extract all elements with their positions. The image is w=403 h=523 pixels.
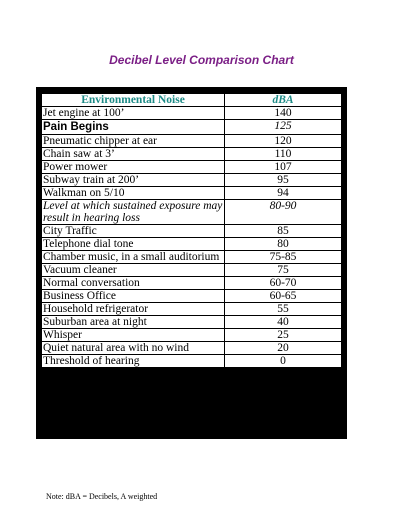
noise-source-cell: Quiet natural area with no wind xyxy=(42,342,225,355)
table-row xyxy=(42,329,342,342)
dba-value-cell: 75 xyxy=(225,264,342,277)
dba-value-cell: 20 xyxy=(225,342,342,355)
table-row xyxy=(42,161,342,174)
table-row xyxy=(42,174,342,187)
decibel-table xyxy=(41,93,342,368)
noise-source-cell: Subway train at 200’ xyxy=(42,174,225,187)
table-header-row xyxy=(42,94,342,107)
noise-source-cell: Vacuum cleaner xyxy=(42,264,225,277)
dba-value-cell: 60-65 xyxy=(225,290,342,303)
noise-source-cell: Jet engine at 100’ xyxy=(42,107,225,120)
table-row xyxy=(42,290,342,303)
table-row xyxy=(42,303,342,316)
header-environmental-noise: Environmental Noise xyxy=(42,94,225,107)
table-row xyxy=(42,355,342,368)
table-row xyxy=(42,187,342,200)
dba-value-cell: 60-70 xyxy=(225,277,342,290)
noise-source-cell: Pain Begins xyxy=(42,120,225,135)
noise-source-cell: Power mower xyxy=(42,161,225,174)
noise-source-cell: City Traffic xyxy=(42,225,225,238)
dba-value-cell: 94 xyxy=(225,187,342,200)
dba-value-cell: 80 xyxy=(225,238,342,251)
table-row xyxy=(42,120,342,135)
noise-source-cell: Normal conversation xyxy=(42,277,225,290)
table-row xyxy=(42,264,342,277)
table-row xyxy=(42,107,342,120)
dba-value-cell: 120 xyxy=(225,135,342,148)
noise-source-cell: Walkman on 5/10 xyxy=(42,187,225,200)
noise-source-cell: Suburban area at night xyxy=(42,316,225,329)
noise-source-cell: Business Office xyxy=(42,290,225,303)
dba-value-cell: 140 xyxy=(225,107,342,120)
dba-value-cell: 40 xyxy=(225,316,342,329)
noise-source-cell: Level at which sustained exposure may result in hearing loss xyxy=(42,200,225,225)
noise-source-cell: Chamber music, in a small auditorium xyxy=(42,251,225,264)
noise-source-cell: Threshold of hearing xyxy=(42,355,225,368)
dba-value-cell: 107 xyxy=(225,161,342,174)
dba-value-cell: 80-90 xyxy=(225,200,342,225)
table-body xyxy=(42,107,342,368)
noise-source-cell: Whisper xyxy=(42,329,225,342)
comparison-table-frame xyxy=(36,87,347,439)
dba-value-cell: 0 xyxy=(225,355,342,368)
dba-value-cell: 110 xyxy=(225,148,342,161)
table-row xyxy=(42,225,342,238)
dba-value-cell: 95 xyxy=(225,174,342,187)
table-row xyxy=(42,277,342,290)
table-row xyxy=(42,316,342,329)
dba-value-cell: 75-85 xyxy=(225,251,342,264)
dba-value-cell: 25 xyxy=(225,329,342,342)
table-row xyxy=(42,135,342,148)
dba-value-cell: 85 xyxy=(225,225,342,238)
noise-source-cell: Pneumatic chipper at ear xyxy=(42,135,225,148)
page-title: Decibel Level Comparison Chart xyxy=(109,53,294,67)
table-row xyxy=(42,200,342,225)
noise-source-cell: Telephone dial tone xyxy=(42,238,225,251)
header-dba: dBA xyxy=(225,94,342,107)
dba-value-cell: 125 xyxy=(225,120,342,135)
table-row xyxy=(42,342,342,355)
noise-source-cell: Household refrigerator xyxy=(42,303,225,316)
table-row xyxy=(42,148,342,161)
dba-value-cell: 55 xyxy=(225,303,342,316)
footnote: Note: dBA = Decibels, A weighted xyxy=(46,492,158,501)
noise-source-cell: Chain saw at 3’ xyxy=(42,148,225,161)
table-row xyxy=(42,251,342,264)
table-row xyxy=(42,238,342,251)
